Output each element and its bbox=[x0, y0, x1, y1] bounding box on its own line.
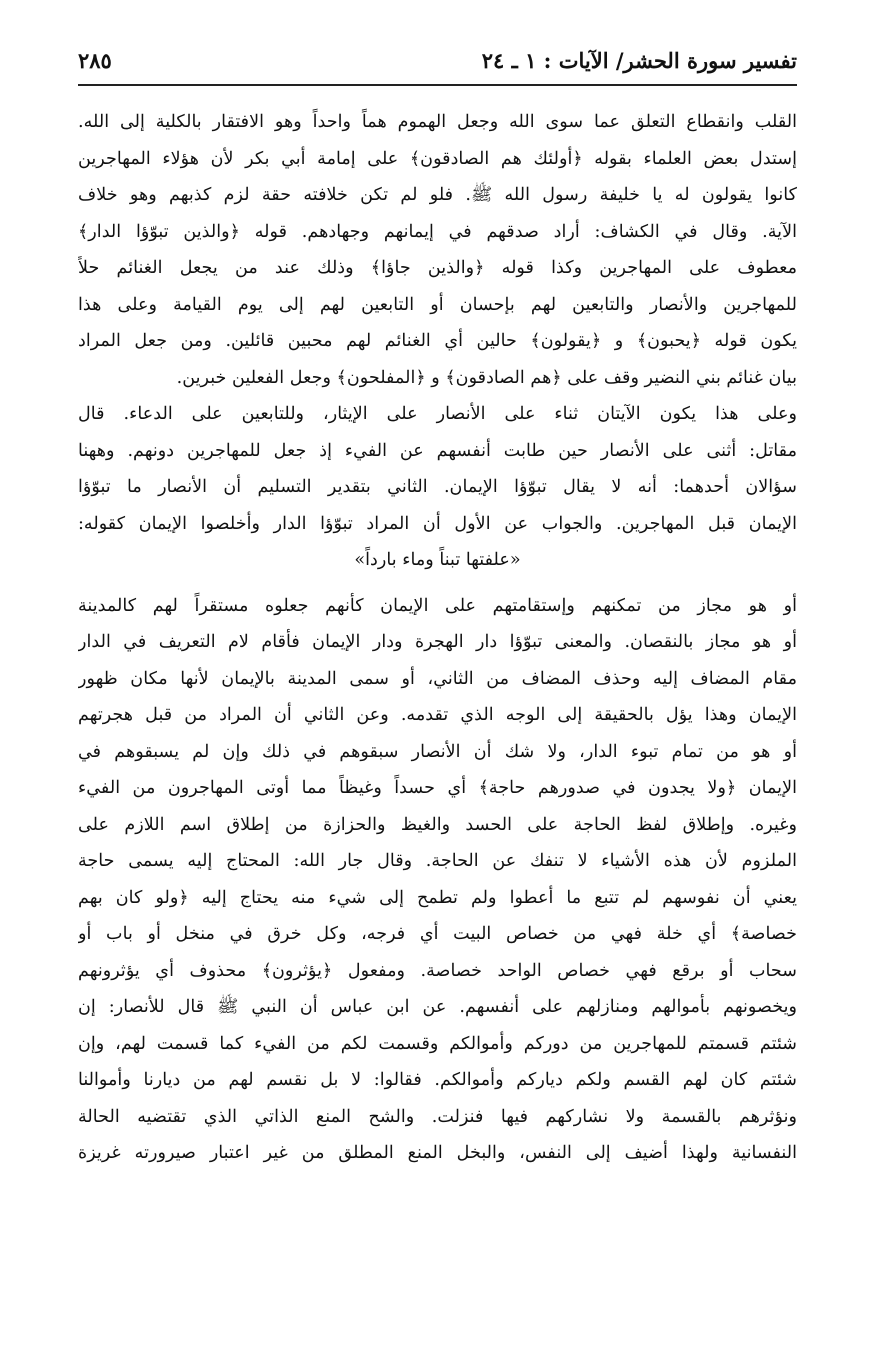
text-line: يعني أن نفوسهم لم تتبع ما أعطوا ولم تطمح إلى شيء منه يحتاج إليه ﴿ولو كان بهم bbox=[78, 887, 797, 908]
text-line: ونؤثرهم بالقسمة ولا نشاركهم فيها فنزلت. والشح المنع الذاتي الذي تقتضيه الحالة bbox=[78, 1106, 797, 1127]
text-line: مقاتل: أثنى على الأنصار حين طابت أنفسهم عن الفيء إذ جعل للمهاجرين دونهم. وههنا bbox=[78, 440, 797, 461]
text-line: سؤالان أحدهما: أنه لا يقال تبوّؤا الإيمان. الثاني بتقدير التسليم أن الأنصار ما تبوّؤا bbox=[78, 477, 797, 497]
text-line: خصاصة﴾ أي خلة فهي من خصاص البيت أي فرجه، وكل خرق في منخل أو باب أو bbox=[78, 924, 797, 944]
text-line: الإيمان قبل المهاجرين. والجواب عن الأول أن المراد تبوّؤا الدار وأخلصوا الإيمان كقوله: bbox=[78, 513, 797, 534]
verse-quote: «علفتها تبناً وماء بارداً» bbox=[354, 550, 521, 570]
text-line: للمهاجرين والأنصار والتابعين لهم بإحسان أو التابعين لهم إلى يوم القيامة وعلى هذا bbox=[78, 294, 797, 315]
page-body bbox=[78, 104, 797, 1172]
page-header bbox=[78, 44, 797, 86]
text-line: يكون قوله ﴿يحبون﴾ و ﴿يقولون﴾ حالين أي الغنائم لهم محبين قائلين. ومن جعل المراد bbox=[78, 331, 797, 351]
text-line: الآية. وقال في الكشاف: أراد صدقهم في إيمانهم وجهادهم. قوله ﴿والذين تبوّؤا الدار﴾ bbox=[78, 221, 797, 242]
text-line: سحاب أو برقع فهي خصاص الواحد خصاصة. ومفعول ﴿يؤثرون﴾ محذوف أي يؤثرونهم bbox=[78, 960, 797, 981]
text-line: وعلى هذا يكون الآيتان ثناء على الأنصار على الإيثار، وللتابعين على الدعاء. قال bbox=[78, 404, 797, 424]
text-line: أو هو من تمام تبوء الدار، ولا شك أن الأنصار سبقوهم في ذلك وإن لم يسبقوهم في bbox=[78, 741, 797, 762]
text-line: مقام المضاف إليه وحذف المضاف من الثاني، أو سمى المدينة بالإيمان لأنها مكان ظهور bbox=[78, 668, 797, 689]
text-line: إستدل بعض العلماء بقوله ﴿أولئك هم الصادقون﴾ على إمامة أبي بكر لأن هؤلاء المهاجرين bbox=[78, 148, 797, 169]
text-line: معطوف على المهاجرين وكذا قوله ﴿والذين جاؤا﴾ وذلك عند من يجعل الغنائم حلاً bbox=[78, 258, 797, 278]
text-line: بيان غنائم بني النضير وقف على ﴿هم الصادقون﴾ و ﴿المفلحون﴾ وجعل الفعلين خبرين. bbox=[176, 367, 797, 388]
text-line: كانوا يقولون له يا خليفة رسول الله ﷺ. فلو لم تكن خلافته حقة لزم كذبهم وهو خلاف bbox=[78, 185, 797, 205]
text-line: النفسانية ولهذا أضيف إلى النفس، والبخل المنع المطلق من غير اعتبار صيرورته غريزة bbox=[78, 1143, 797, 1163]
running-title: تفسير سورة الحشر/ الآيات : ١ ـ ٢٤ bbox=[481, 48, 797, 73]
text-line: وغيره. وإطلاق لفظ الحاجة على الحسد والغيظ والحزازة من إطلاق اسم اللازم على bbox=[78, 814, 797, 835]
text-line: الملزوم لأن هذه الأشياء لا تنفك عن الحاجة. وقال جار الله: المحتاج إليه يسمى حاجة bbox=[78, 851, 797, 871]
text-line: ويخصونهم بأموالهم ومنازلهم على أنفسهم. عن ابن عباس أن النبي ﷺ قال للأنصار: إن bbox=[78, 997, 797, 1017]
text-line: أو هو مجاز من تمكنهم وإستقامتهم على الإيمان كأنهم جعلوه مستقراً لهم كالمدينة bbox=[78, 595, 797, 616]
text-line: القلب وانقطاع التعلق عما سوى الله وجعل الهموم هماً واحداً وهو الافتقار بالكلية إلى الله. bbox=[78, 112, 797, 132]
text-line: شئتم كان لهم القسم ولكم دياركم وأموالكم. فقالوا: لا بل نقسم لهم من ديارنا وأموالنا bbox=[78, 1070, 797, 1090]
text-line: الإيمان وهذا يؤل بالحقيقة إلى الوجه الذي تقدمه. وعن الثاني أن المراد من قبل هجرتهم bbox=[78, 705, 797, 725]
text-line: شئتم قسمتم للمهاجرين من دوركم وأموالكم وقسمت لكم من الفيء كما قسمت لهم، وإن bbox=[78, 1033, 797, 1054]
text-line: الإيمان ﴿ولا يجدون في صدورهم حاجة﴾ أي حسداً وغيظاً مما أوتى المهاجرون من الفيء bbox=[78, 778, 797, 798]
page-number: ٢٨٥ bbox=[78, 48, 112, 73]
text-line: أو هو مجاز بالنقصان. والمعنى تبوّؤا دار الهجرة ودار الإيمان فأقام لام التعريف في الدار bbox=[78, 632, 797, 652]
